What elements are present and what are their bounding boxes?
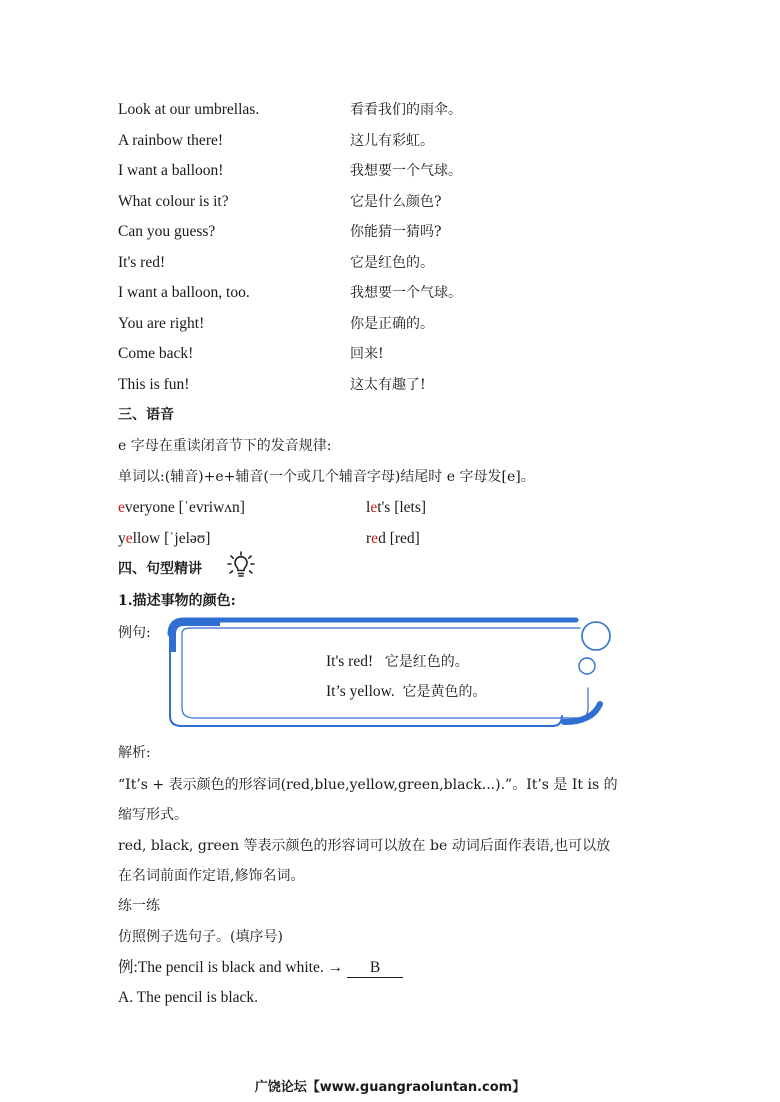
dialogue-en: Can you guess? xyxy=(118,223,216,240)
rule-text: 单词以:(辅音)+e+辅音(一个或几个辅音字母)结尾时 e 字母发[e]。 xyxy=(118,469,535,485)
highlight-letter: e xyxy=(125,530,133,547)
highlight-letter: e xyxy=(118,499,125,516)
phonics-word: everyone [ˈevriwʌn] xyxy=(118,499,245,516)
analysis-text: 在名词前面作定语,修饰名词。 xyxy=(118,868,305,884)
dialogue-en: A rainbow there! xyxy=(118,132,224,149)
dialogue-en: Look at our umbrellas. xyxy=(118,101,260,118)
page-footer: 广饶论坛【www.guangraoluntan.com】 xyxy=(254,1080,526,1095)
dialogue-zh: 它是红色的。 xyxy=(350,255,434,271)
lightbulb-icon xyxy=(226,550,256,580)
box-line: It's red! 它是红色的。 xyxy=(326,653,469,670)
section-heading-sentences: 四、句型精讲 xyxy=(118,561,202,577)
highlight-letter: e xyxy=(370,499,378,516)
rule-title: e 字母在重读闭音节下的发音规律: xyxy=(118,438,332,454)
section-heading-pronunciation: 三、语音 xyxy=(118,407,174,423)
phonics-word: let's [lets] xyxy=(366,499,427,516)
highlight-letter: e xyxy=(371,530,379,547)
dialogue-en: Come back! xyxy=(118,345,194,362)
dialogue-zh: 我想要一个气球。 xyxy=(350,163,462,179)
dialogue-zh: 它是什么颜色? xyxy=(350,194,442,210)
practice-instruction: 仿照例子选句子。(填序号) xyxy=(118,929,283,945)
option-a: A. The pencil is black. xyxy=(118,989,259,1006)
dialogue-en: You are right! xyxy=(118,315,205,332)
dialogue-en: This is fun! xyxy=(118,376,190,393)
dialogue-en: I want a balloon, too. xyxy=(118,284,250,301)
phonics-word: red [red] xyxy=(366,530,420,547)
analysis-label: 解析: xyxy=(118,745,151,761)
dialogue-zh: 我想要一个气球。 xyxy=(350,285,462,301)
analysis-text: red, black, green 等表示颜色的形容词可以放在 be 动词后面作表语,也可以放 xyxy=(118,838,611,854)
dialogue-en: What colour is it? xyxy=(118,193,229,210)
example-box-frame xyxy=(160,612,616,734)
dialogue-zh: 回来! xyxy=(350,346,384,362)
dialogue-zh: 这太有趣了! xyxy=(350,377,426,393)
dialogue-zh: 你能猜一猜吗? xyxy=(350,224,442,240)
box-line: It’s yellow. 它是黄色的。 xyxy=(326,683,487,700)
sub-heading-colour: 1.描述事物的颜色: xyxy=(118,593,236,609)
dialogue-en: It's red! xyxy=(118,254,166,271)
dialogue-zh: 这儿有彩虹。 xyxy=(350,133,434,149)
analysis-text: “It’s + 表示颜色的形容词(red,blue,yellow,green,black...).”。It’s 是 It is 的 xyxy=(118,777,618,793)
analysis-text: 缩写形式。 xyxy=(118,807,188,823)
dialogue-zh: 看看我们的雨伞。 xyxy=(350,102,462,118)
dialogue-zh: 你是正确的。 xyxy=(350,316,434,332)
answer-blank: B xyxy=(347,959,403,978)
practice-label: 练一练 xyxy=(118,898,160,914)
example-label: 例句: xyxy=(118,625,151,641)
practice-example: 例:The pencil is black and white. → B xyxy=(118,958,403,978)
phonics-word: yellow [ˈjeləʊ] xyxy=(118,530,211,547)
dialogue-en: I want a balloon! xyxy=(118,162,224,179)
